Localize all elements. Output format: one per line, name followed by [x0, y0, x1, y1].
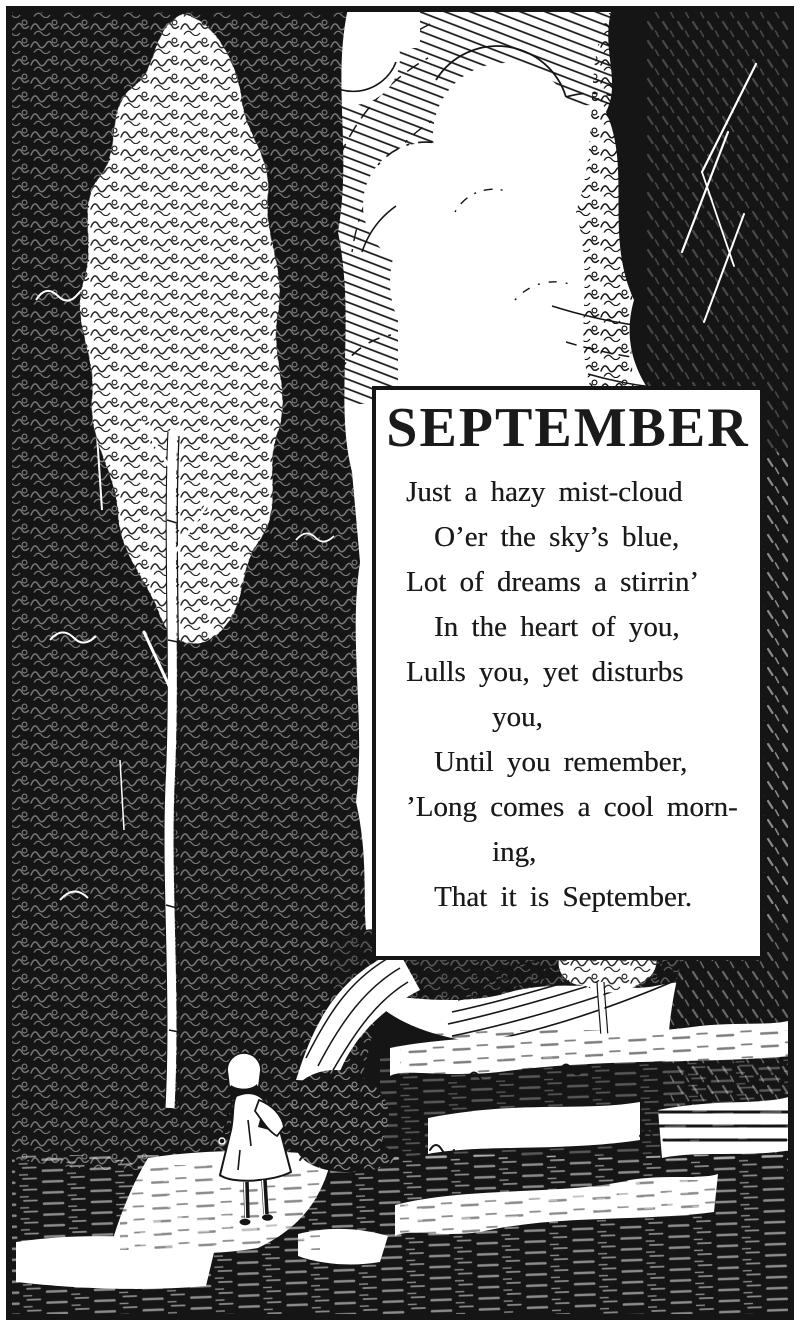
poem-title: SEPTEMBER [386, 397, 750, 459]
poem-line: you, [492, 700, 543, 733]
poem-line: ing, [492, 835, 537, 868]
poem-line: Lot of dreams a stirrin’ [406, 565, 699, 598]
poem-lines [376, 470, 760, 920]
poem-line: ’Long comes a cool morn- [406, 790, 738, 823]
poem-line: Just a hazy mist-cloud [406, 475, 683, 508]
poem-line: O’er the sky’s blue, [434, 520, 680, 553]
girl-head [227, 1053, 261, 1091]
poem-line: Lulls you, yet disturbs [406, 655, 684, 688]
poem-panel [372, 386, 764, 960]
poem-line: That it is September. [434, 880, 693, 913]
poem-line: In the heart of you, [434, 610, 680, 643]
poem-line: Until you remember, [434, 745, 688, 778]
